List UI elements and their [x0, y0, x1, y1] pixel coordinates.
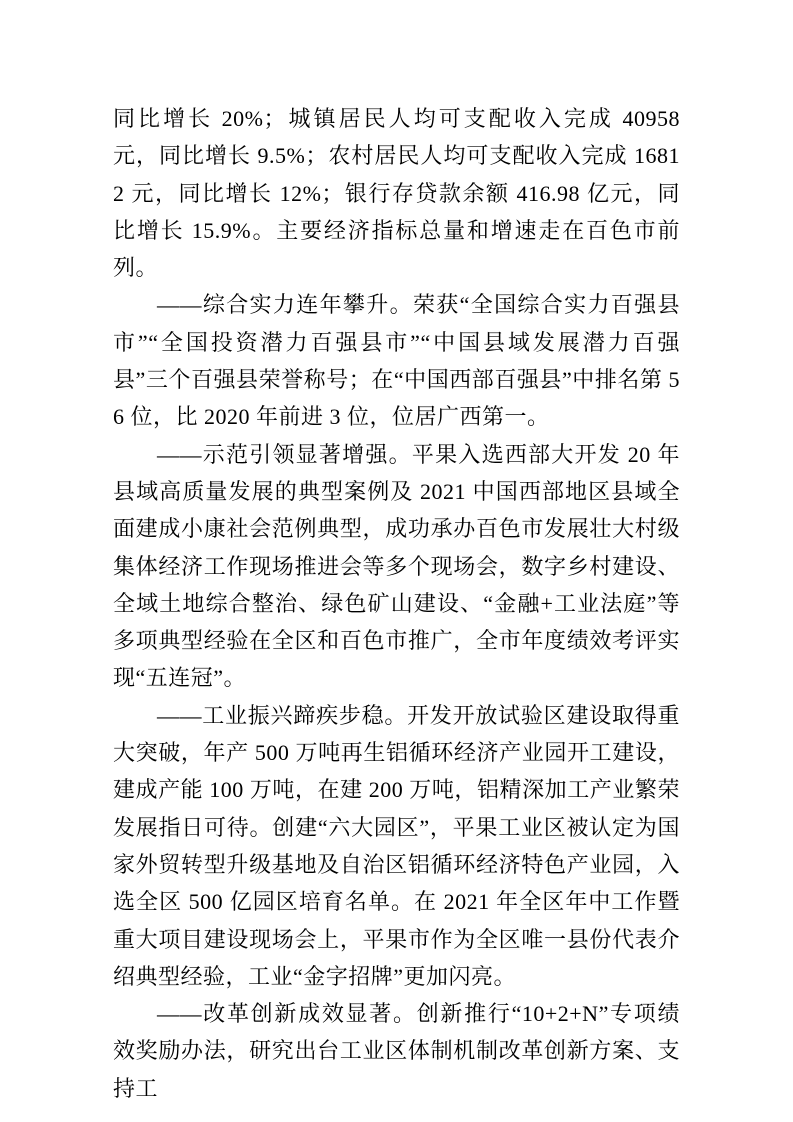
paragraph-economic-indicators: 同比增长 20%；城镇居民人均可支配收入完成 40958 元，同比增长 9.5%；农村居民人均可支配收入完成 16812 元，同比增长 12%；银行存贷款余额 416.98 亿元，同比增长 15.9%。主要经济指标总量和增速走在百色市前列。	[113, 106, 680, 281]
paragraph-industrial-revitalization: ——工业振兴蹄疾步稳。开发开放试验区建设取得重大突破，年产 500 万吨再生铝循环经济产业园开工建设，建成产能 100 万吨，在建 200 万吨，铝精深加工产业繁荣发展指日可待。创建“六大园区”，平果工业区被认定为国家外贸转型升级基地及自治区铝循环经济特色产业园，入选全区 500 亿园区培育名单。在 2021 年全区年中工作暨重大项目建设现场会上，平果市作为全区唯一县份代表介绍典型经验，工业“金字招牌”更加闪亮。	[113, 702, 680, 989]
paragraph-comprehensive-strength: ——综合实力连年攀升。荣获“全国综合实力百强县市”“全国投资潜力百强县市”“中国县域发展潜力百强县”三个百强县荣誉称号；在“中国西部百强县”中排名第 56 位，比 2020 年前进 3 位，位居广西第一。	[113, 292, 680, 430]
document-text-body	[113, 100, 680, 1107]
paragraph-demonstration-leadership: ——示范引领显著增强。平果入选西部大开发 20 年县域高质量发展的典型案例及 2021 中国西部地区县域全面建成小康社会范例典型，成功承办百色市发展壮大村级集体经济工作现场推进会等多个现场会，数字乡村建设、全域土地综合整治、绿色矿山建设、“金融+工业法庭”等多项典型经验在全区和百色市推广，全市年度绩效考评实现“五连冠”。	[113, 441, 680, 691]
paragraph-reform-innovation: ——改革创新成效显著。创新推行“10+2+N”专项绩效奖励办法，研究出台工业区体制机制改革创新方案、支持工	[113, 1001, 680, 1101]
